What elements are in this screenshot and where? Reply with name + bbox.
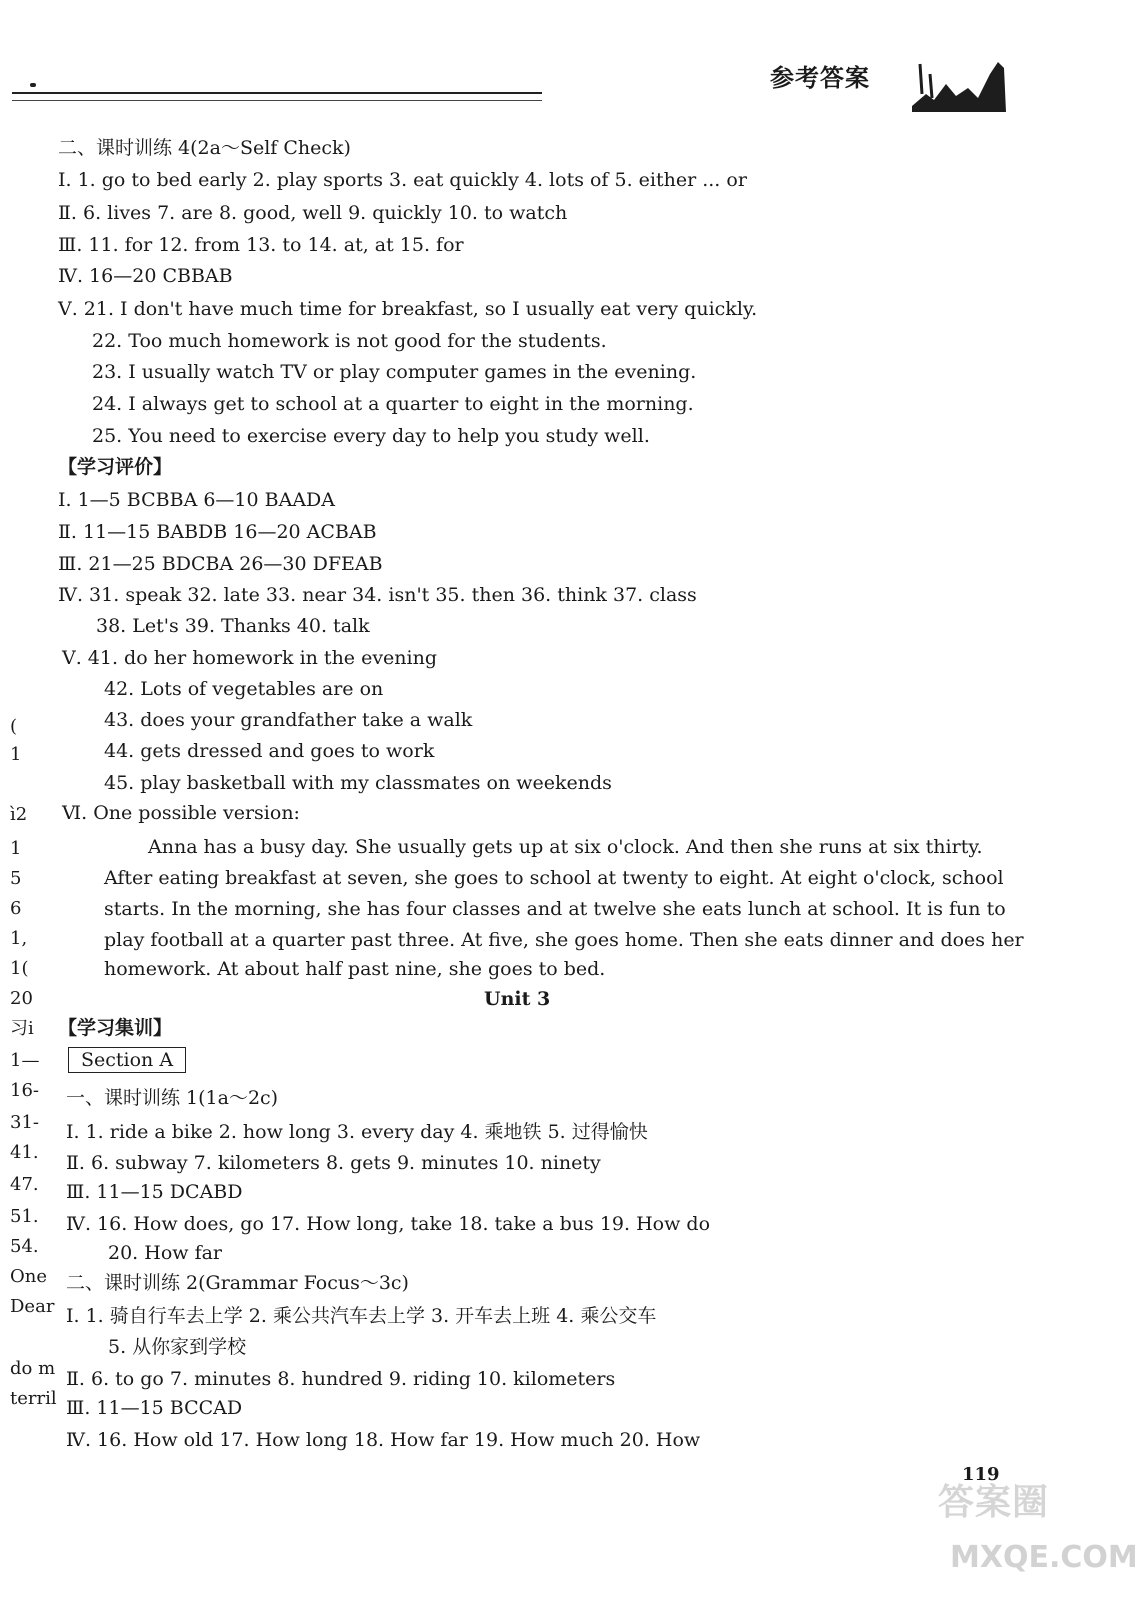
margin-note: ì2	[10, 804, 28, 825]
answer-line: Ⅰ. 1. go to bed early 2. play sports 3. eat quickly 4. lots of 5. either ... or	[58, 169, 747, 191]
margin-note: Dear	[10, 1296, 55, 1317]
watermark-url: MXQE.COM	[950, 1540, 1138, 1575]
header-decoration-image	[912, 54, 1008, 112]
margin-note: 31-	[10, 1112, 39, 1133]
answer-line: 38. Let's 39. Thanks 40. talk	[96, 615, 370, 637]
answer-line: Ⅳ. 16—20 CBBAB	[58, 265, 233, 287]
margin-note: 6	[10, 898, 22, 919]
header-title: 参考答案	[770, 63, 870, 92]
answer-line: 5. 从你家到学校	[108, 1336, 247, 1358]
answer-line: Ⅲ. 11. for 12. from 13. to 14. at, at 15. for	[58, 234, 464, 256]
margin-note: 41.	[10, 1142, 39, 1163]
answer-line: Ⅳ. 16. How old 17. How long 18. How far 19. How much 20. How	[66, 1429, 701, 1451]
answer-line: Ⅲ. 21—25 BDCBA 26—30 DFEAB	[58, 553, 383, 575]
answer-line: Ⅳ. 16. How does, go 17. How long, take 18. take a bus 19. How do	[66, 1213, 711, 1235]
answer-line: Ⅱ. 6. subway 7. kilometers 8. gets 9. minutes 10. ninety	[66, 1152, 601, 1174]
margin-note: One	[10, 1266, 48, 1287]
header-dot	[30, 83, 36, 87]
margin-note: terril	[10, 1388, 57, 1409]
margin-note: 1	[10, 744, 22, 765]
answer-line: starts. In the morning, she has four classes and at twelve she eats lunch at school. It is fun to	[104, 898, 1006, 920]
header-rule	[12, 92, 542, 94]
answer-line: Ⅰ. 1—5 BCBBA 6—10 BAADA	[58, 489, 336, 511]
page-number: 119	[962, 1464, 1000, 1485]
answer-line: 44. gets dressed and goes to work	[104, 740, 435, 762]
answer-line: After eating breakfast at seven, she goes to school at twenty to eight. At eight o'clock, school	[104, 867, 1004, 889]
margin-note: 51.	[10, 1206, 39, 1227]
margin-note: 1,	[10, 928, 28, 949]
answer-line: Ⅰ. 1. 骑自行车去上学 2. 乘公共汽车去上学 3. 开车去上班 4. 乘公交车	[66, 1305, 657, 1327]
answer-line: Ⅳ. 31. speak 32. late 33. near 34. isn't 35. then 36. think 37. class	[58, 584, 697, 606]
answer-line: 二、课时训练 4(2a～Self Check)	[58, 137, 351, 159]
margin-note: 20	[10, 988, 33, 1009]
margin-note: 1—	[10, 1050, 40, 1071]
answer-line: Ⅱ. 11—15 BABDB 16—20 ACBAB	[58, 521, 377, 543]
answer-line: Ⅲ. 11—15 BCCAD	[66, 1397, 243, 1419]
margin-note: 习i	[10, 1018, 34, 1039]
answer-line: 一、课时训练 1(1a～2c)	[66, 1087, 279, 1109]
answer-line: Unit 3	[484, 988, 551, 1010]
answer-line: Ⅰ. 1. ride a bike 2. how long 3. every day 4. 乘地铁 5. 过得愉快	[66, 1121, 648, 1143]
answer-line: homework. At about half past nine, she goes to bed.	[104, 958, 606, 980]
section-box: Section A	[68, 1047, 186, 1073]
margin-note: 54.	[10, 1236, 39, 1257]
answer-line: 二、课时训练 2(Grammar Focus～3c)	[66, 1272, 409, 1294]
margin-note: (	[10, 716, 18, 737]
answer-line: 20. How far	[108, 1242, 223, 1264]
margin-note: 47.	[10, 1174, 39, 1195]
answer-line: 42. Lots of vegetables are on	[104, 678, 384, 700]
margin-note: 1(	[10, 958, 29, 979]
answer-line: Ⅵ. One possible version:	[62, 802, 300, 824]
margin-note: 5	[10, 868, 22, 889]
answer-line: 【学习评价】	[58, 456, 173, 478]
answer-line: 43. does your grandfather take a walk	[104, 709, 473, 731]
answer-line: 24. I always get to school at a quarter to eight in the morning.	[92, 393, 694, 415]
answer-line: Ⅴ. 21. I don't have much time for breakfast, so I usually eat very quickly.	[58, 298, 758, 320]
answer-line: Ⅱ. 6. to go 7. minutes 8. hundred 9. riding 10. kilometers	[66, 1368, 616, 1390]
margin-note: do m	[10, 1358, 56, 1379]
answer-line: 45. play basketball with my classmates on weekends	[104, 772, 612, 794]
answer-line: Anna has a busy day. She usually gets up at six o'clock. And then she runs at six thirty.	[148, 836, 983, 858]
answer-line: 25. You need to exercise every day to help you study well.	[92, 425, 650, 447]
answer-line: Ⅴ. 41. do her homework in the evening	[62, 647, 438, 669]
answer-line: 23. I usually watch TV or play computer games in the evening.	[92, 361, 697, 383]
answer-line: 22. Too much homework is not good for the students.	[92, 330, 607, 352]
answer-line: 【学习集训】	[58, 1017, 173, 1039]
header-rule-thin	[12, 100, 542, 101]
answer-line: Ⅱ. 6. lives 7. are 8. good, well 9. quickly 10. to watch	[58, 202, 568, 224]
margin-note: 1	[10, 838, 22, 859]
answer-line: Ⅲ. 11—15 DCABD	[66, 1181, 243, 1203]
margin-note: 16-	[10, 1080, 39, 1101]
watermark-logo: 答案圈	[938, 1482, 1050, 1523]
answer-line: play football at a quarter past three. At five, she goes home. Then she eats dinner and does her	[104, 929, 1024, 951]
